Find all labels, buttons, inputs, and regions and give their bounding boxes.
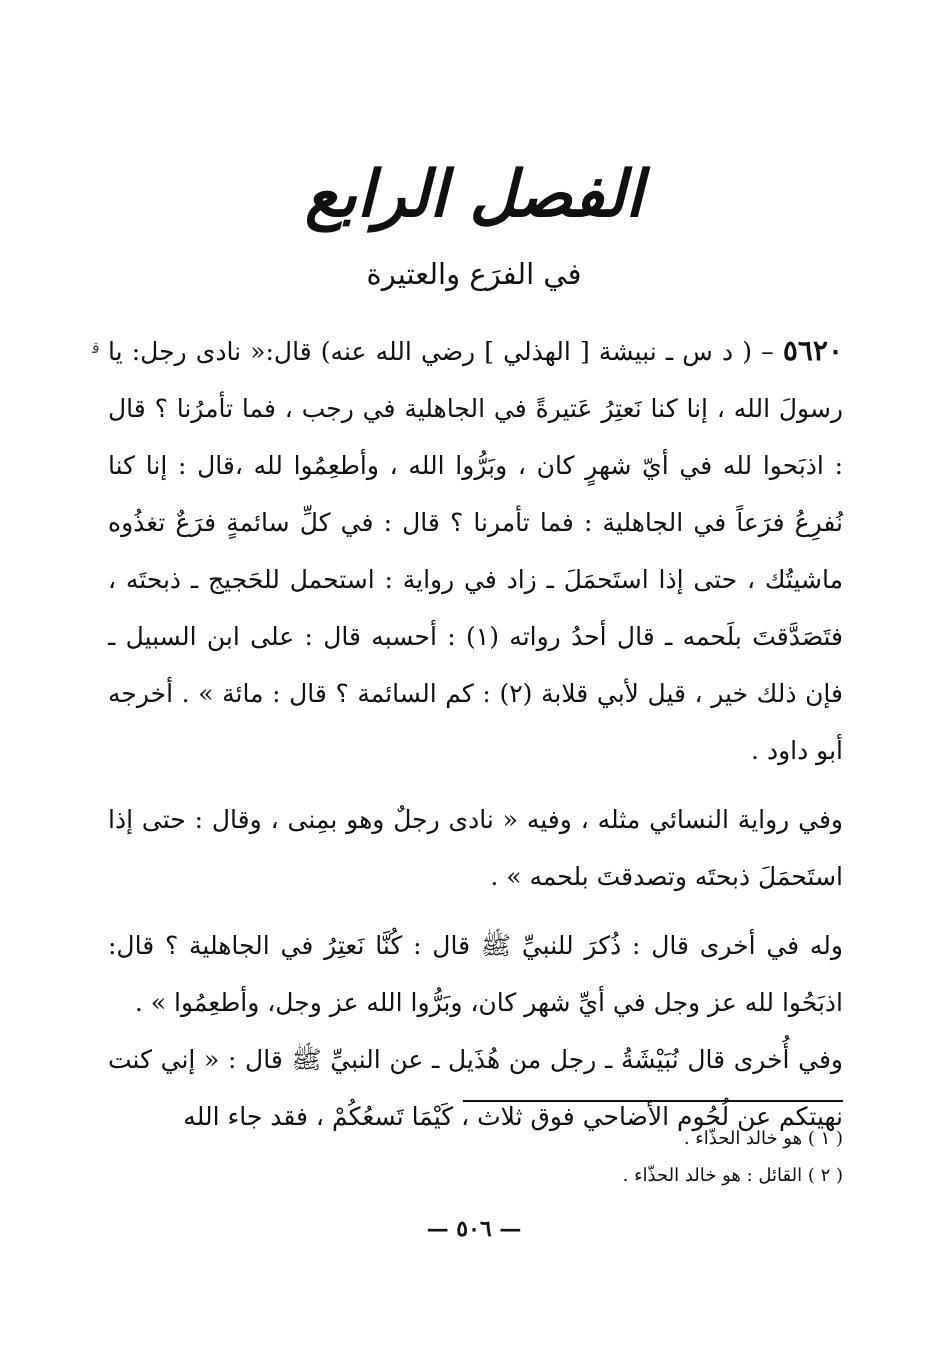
hadith-paragraph-4: وفي أُخرى قال نُبَيْشَةُ ـ رجل من هُذَيل ـ عن النبيِّ ﷺ قال : « إني كنت نهيتكم عن لُحُوم الأضاحي فوق ثلاث ، كَيْمَا تَسعُكُمْ ، فقد جاء الله: [108, 1045, 843, 1131]
hadith-number: ٥٦٢٠: [782, 334, 843, 367]
hadith-paragraph-3: وله في أخرى قال : ذُكرَ للنبيِّ ﷺ قال : كُنَّا نَعتِرُ في الجاهلية ؟ قال: اذبَحُوا لله عز وجل في أيِّ شهر كان، وبَرُّوا الله عز وجل، وأطعِمُوا » .: [108, 931, 843, 1017]
hadith-paragraph-2: وفي رواية النسائي مثله ، وفيه « نادى رجلٌ وهو بمِنى ، وقال : حتى إذا استَحمَلَ ذبحتَه وتصدقتَ بلحمه » .: [108, 805, 843, 891]
body-text: [108, 322, 843, 1145]
hadith-paragraph-1: [108, 322, 843, 779]
page-number: — ٥٠٦ —: [426, 1216, 522, 1242]
footnote-2: ( ٢ ) القائل : هو خالد الحذّاء .: [622, 1165, 843, 1186]
margin-mark: ﻗ: [92, 338, 100, 357]
footnotes: [108, 1120, 843, 1194]
footnote-divider: [463, 1100, 843, 1102]
chapter-subtitle: في الفرَع والعتيرة: [366, 257, 582, 291]
hadith-text-1: – ( د س ـ نبيشة [ الهذلي ] رضي الله عنه) قال:« نادى رجل: يا رسولَ الله ، إنا كنا نَعتِرُ عَتيرةً في الجاهلية في رجب ، فما تأمرُنا ؟ قال : اذبَحوا لله في أيّ شهرٍ كان ، وبَرُّوا الله ، وأطعِمُوا لله ،قال : إنا كنا نُفرِعُ فرَعاً في الجاهلية : فما تأمرنا ؟ قال : في كلِّ سائمةٍ فرَعٌ تغذُوه ماشيتُك ، حتى إذا استَحمَلَ ـ زاد في رواية : استحمل للحَجيج ـ ذبحتَه ، فتَصَدَّقتَ بلَحمه ـ قال أحدُ رواته (١) : أحسبه قال : على ابن السبيل ـ فإن ذلك خير ، قيل لأبي قلابة (٢) : كم السائمة ؟ قال : مائة » . أخرجه أبو داود .: [108, 337, 843, 765]
chapter-title: الفصل الرابع: [304, 157, 644, 232]
footnote-1: ( ١ ) هو خالد الحذّاء .: [683, 1128, 843, 1149]
